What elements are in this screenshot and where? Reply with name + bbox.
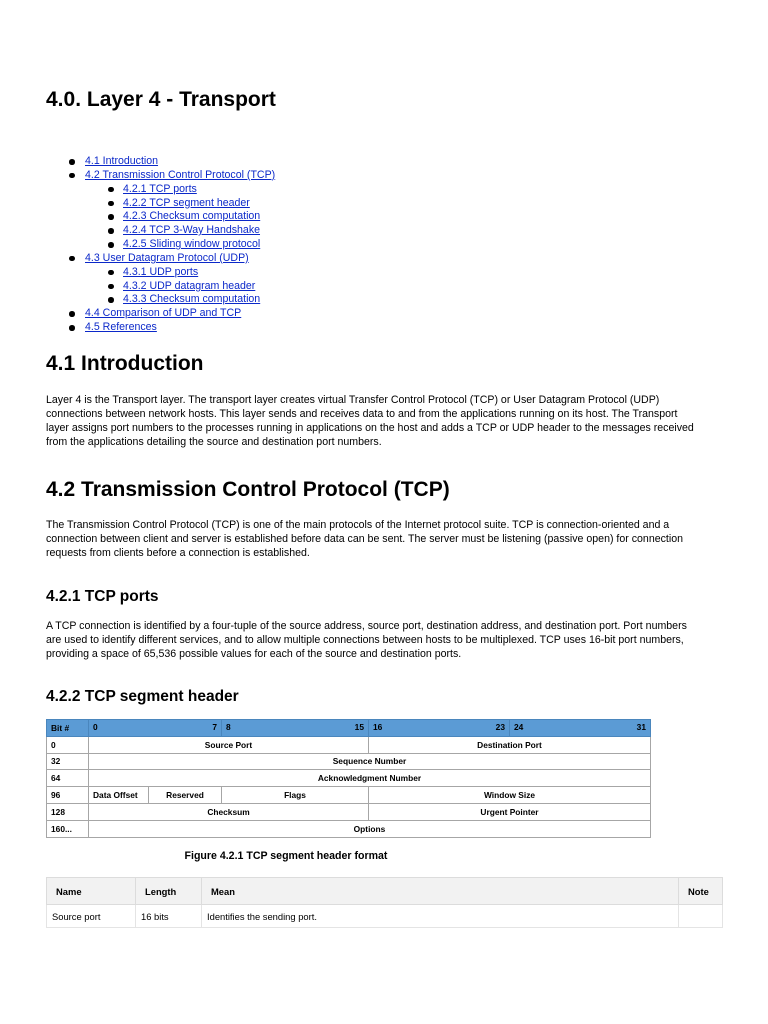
- tcp-paragraph: [46, 519, 716, 561]
- bit-label: 0: [93, 722, 98, 732]
- introduction-paragraph: [46, 394, 716, 450]
- bit-offset: 0: [47, 736, 89, 753]
- cell-length: 16 bits: [136, 905, 202, 928]
- bit-offset: 96: [47, 787, 89, 804]
- toc-link-tcp-checksum[interactable]: 4.2.3 Checksum computation: [123, 210, 261, 223]
- field-source-port: Source Port: [89, 736, 369, 753]
- toc-item: [48, 224, 448, 238]
- section-heading-tcp: 4.2 Transmission Control Protocol (TCP): [46, 478, 450, 501]
- column-header-mean: Mean: [202, 878, 679, 905]
- bit-offset: 64: [47, 770, 89, 787]
- table-of-contents: [48, 155, 448, 335]
- bullet-icon: [69, 173, 75, 179]
- cell-note: [679, 905, 723, 928]
- field-flags: Flags: [222, 787, 369, 804]
- bullet-icon: [69, 256, 75, 262]
- text-line: are used to identify different services, and to allow multiple connections between hosts to be multiplexed. TCP uses 16-bit port numbers,: [46, 633, 684, 646]
- page-title: 4.0. Layer 4 - Transport: [46, 88, 276, 111]
- cell-mean: Identifies the sending port.: [202, 905, 679, 928]
- column-header-length: Length: [136, 878, 202, 905]
- bit-range-24-31: [510, 720, 651, 737]
- field-checksum: Checksum: [89, 803, 369, 820]
- bullet-icon: [69, 159, 75, 165]
- fields-table: [46, 877, 723, 928]
- toc-item: [48, 238, 448, 252]
- table-header-row: [47, 720, 651, 737]
- bullet-icon: [108, 201, 114, 207]
- text-line: requests from clients before a connection is established.: [46, 546, 310, 559]
- bullet-icon: [108, 228, 114, 234]
- toc-item: [48, 210, 448, 224]
- toc-item: [48, 307, 448, 321]
- field-options: Options: [89, 820, 651, 837]
- text-line: providing a space of 65,536 possible values for each of the source and destination ports.: [46, 647, 462, 660]
- field-destination-port: Destination Port: [369, 736, 651, 753]
- toc-link-udp-checksum[interactable]: 4.3.3 Checksum computation: [123, 293, 261, 306]
- field-urgent-pointer: Urgent Pointer: [369, 803, 651, 820]
- toc-link-tcp[interactable]: 4.2 Transmission Control Protocol (TCP): [85, 168, 276, 181]
- bit-label: 15: [354, 722, 364, 732]
- toc-link-udp-header[interactable]: 4.3.2 UDP datagram header: [123, 279, 256, 292]
- bit-label: 8: [226, 722, 231, 732]
- bit-header: Bit #: [47, 720, 89, 737]
- toc-link-udp[interactable]: 4.3 User Datagram Protocol (UDP): [85, 251, 249, 264]
- text-line: The Transmission Control Protocol (TCP) is one of the main protocols of the Internet protocol suite. TCP is connection-oriented and a: [46, 519, 670, 531]
- toc-link-tcp-ports[interactable]: 4.2.1 TCP ports: [123, 182, 197, 195]
- bullet-icon: [69, 325, 75, 331]
- bullet-icon: [108, 284, 114, 290]
- bit-label: 24: [514, 722, 524, 732]
- bit-range-16-23: [369, 720, 510, 737]
- table-row: [47, 905, 723, 928]
- bit-label: 16: [373, 722, 383, 732]
- table-row: [47, 803, 651, 820]
- text-line: layer assigns port numbers to the processes running in applications on the host and adds a TCP or UDP header to the messages received: [46, 421, 694, 434]
- table-row: [47, 753, 651, 770]
- bit-offset: 32: [47, 753, 89, 770]
- text-line: Layer 4 is the Transport layer. The transport layer creates virtual Transfer Control Protocol (TCP) or User Datagram Protocol (UDP): [46, 394, 660, 406]
- toc-link-references[interactable]: 4.5 References: [85, 321, 157, 334]
- section-heading-tcp-ports: 4.2.1 TCP ports: [46, 588, 159, 605]
- tcp-ports-paragraph: [46, 620, 716, 662]
- toc-item: [48, 169, 448, 183]
- toc-item: [48, 252, 448, 266]
- bullet-icon: [108, 297, 114, 303]
- table-row: [47, 820, 651, 837]
- toc-link-comparison[interactable]: 4.4 Comparison of UDP and TCP: [85, 307, 242, 320]
- bullet-icon: [108, 187, 114, 193]
- bit-offset: 128: [47, 803, 89, 820]
- table-header-row: [47, 878, 723, 905]
- cell-name: Source port: [47, 905, 136, 928]
- text-line: from the applications detailing the source and destination port numbers.: [46, 435, 382, 448]
- toc-link-udp-ports[interactable]: 4.3.1 UDP ports: [123, 265, 199, 278]
- toc-item: [48, 280, 448, 294]
- toc-item: [48, 293, 448, 307]
- section-heading-introduction: 4.1 Introduction: [46, 352, 204, 375]
- field-data-offset: Data Offset: [89, 787, 149, 804]
- toc-item: [48, 266, 448, 280]
- section-heading-segment-header: 4.2.2 TCP segment header: [46, 688, 239, 705]
- text-line: connections between network hosts. This layer sends and receives data to and from the applications running on its host. The Transport: [46, 407, 678, 420]
- table-row: [47, 787, 651, 804]
- bullet-icon: [108, 214, 114, 220]
- toc-link-tcp-handshake[interactable]: 4.2.4 TCP 3-Way Handshake: [123, 224, 261, 237]
- bullet-icon: [108, 242, 114, 248]
- table-row: [47, 736, 651, 753]
- bit-label: 31: [636, 722, 646, 732]
- toc-item: [48, 183, 448, 197]
- bit-label: 7: [212, 722, 217, 732]
- text-line: A TCP connection is identified by a four-tuple of the source address, source port, destination address, and destination port. Port numbers: [46, 620, 687, 632]
- column-header-note: Note: [679, 878, 723, 905]
- toc-link-sliding-window[interactable]: 4.2.5 Sliding window protocol: [123, 238, 261, 251]
- bullet-icon: [108, 270, 114, 276]
- column-header-name: Name: [47, 878, 136, 905]
- tcp-header-table: [46, 719, 651, 838]
- bit-label: 23: [495, 722, 505, 732]
- field-acknowledgment-number: Acknowledgment Number: [89, 770, 651, 787]
- field-sequence-number: Sequence Number: [89, 753, 651, 770]
- table-row: [47, 770, 651, 787]
- bit-range-0-7: [89, 720, 222, 737]
- figure-caption: Figure 4.2.1 TCP segment header format: [184, 850, 388, 862]
- toc-link-introduction[interactable]: 4.1 Introduction: [85, 155, 159, 167]
- bit-range-8-15: [222, 720, 369, 737]
- toc-item: [48, 155, 448, 169]
- field-reserved: Reserved: [149, 787, 222, 804]
- field-window-size: Window Size: [369, 787, 651, 804]
- toc-link-tcp-segment-header[interactable]: 4.2.2 TCP segment header: [123, 196, 250, 209]
- text-line: connection between client and server is established before data can be sent. The server must be listening (passive open) for connection: [46, 532, 683, 545]
- bit-offset: 160...: [47, 820, 89, 837]
- toc-item: [48, 321, 448, 335]
- bullet-icon: [69, 311, 75, 317]
- toc-item: [48, 197, 448, 211]
